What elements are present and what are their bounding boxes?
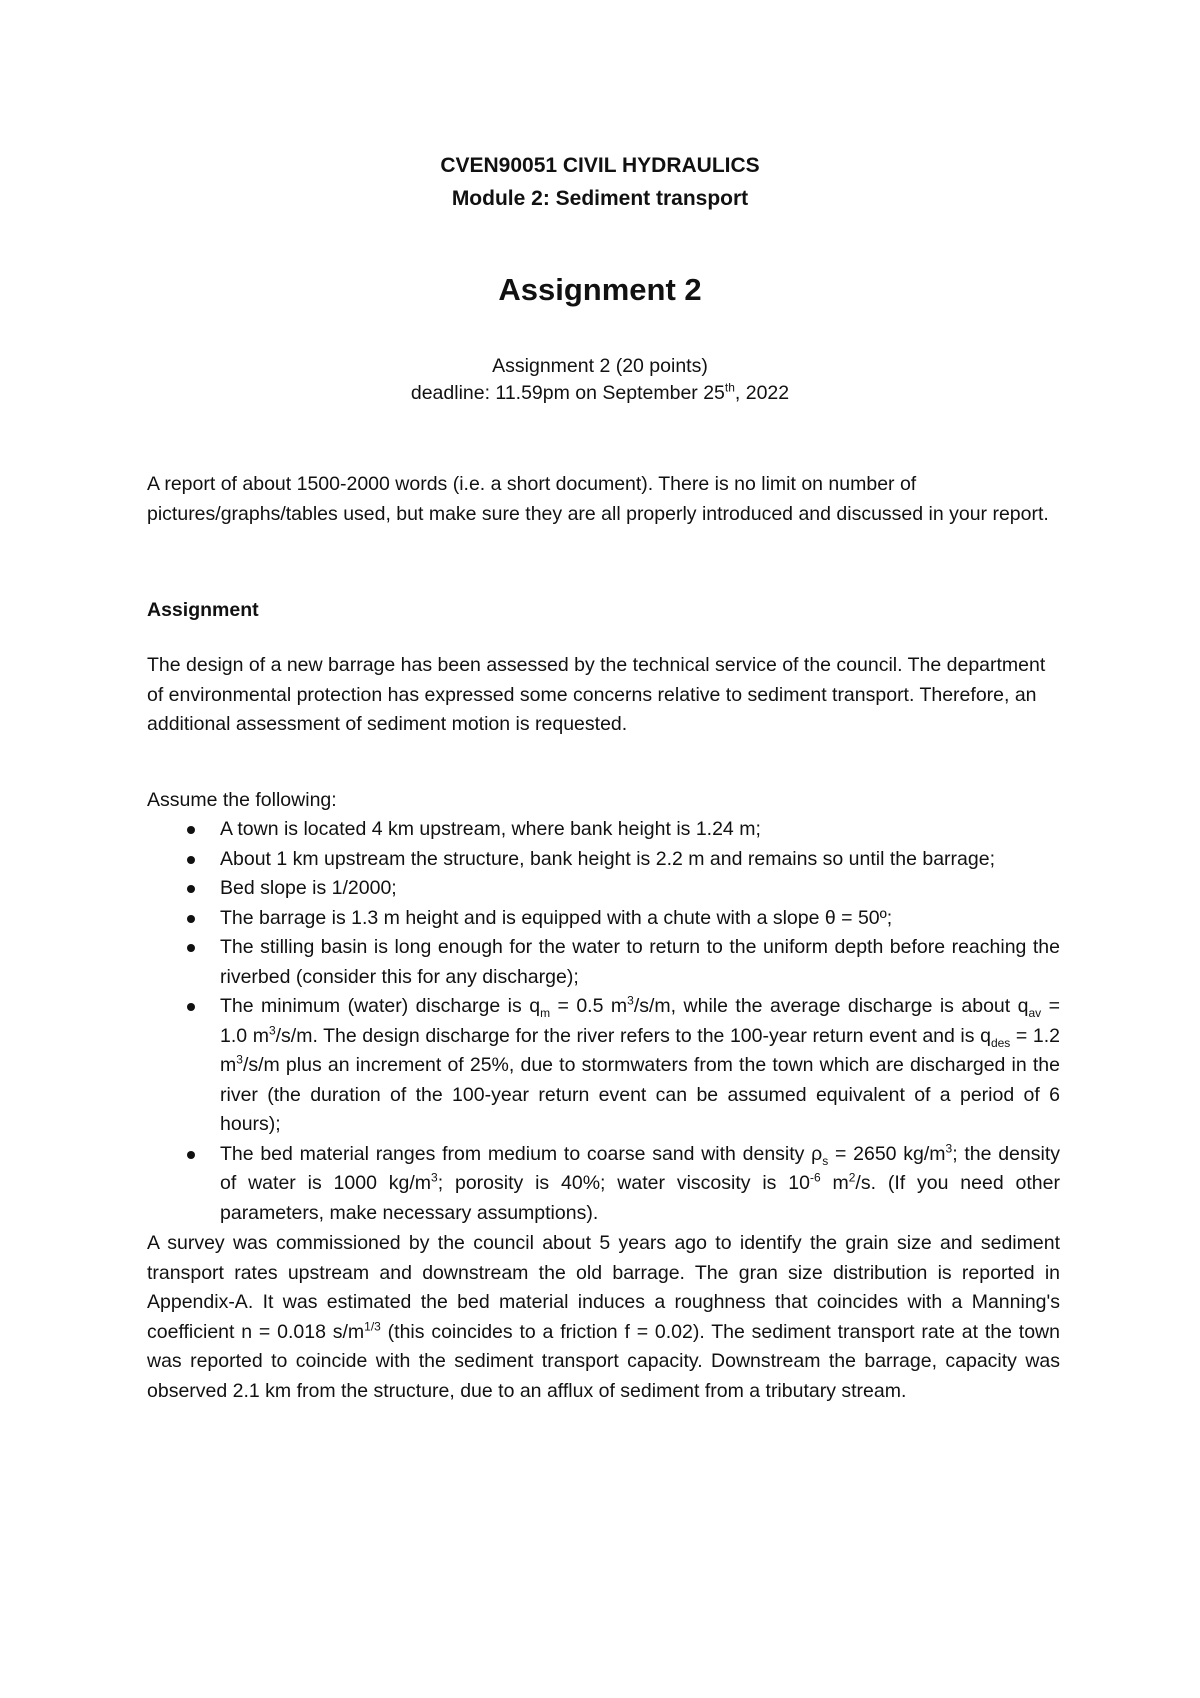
module-title: Module 2: Sediment transport [451,187,749,210]
list-item: The bed material ranges from medium to coarse sand with density $\rho_s = 2650$ $kg/m^3$; the density of water is 1000 $kg/m^3$; porosity is 40%; water viscosity is $10^{-6}$ $m^2/s$. (If you need other parameters, make necessary assumptions). [147,1140,1060,1229]
list-item: About 1 km upstream the structure, bank height is 2.2 m and remains so until the barrage; [147,845,1060,875]
bullet-icon [187,856,195,864]
assumptions-list [147,815,1060,1228]
description-paragraph: The design of a new barrage has been assessed by the technical service of the council. The department of environmental protection has expressed some concerns relative to sediment transport. Therefore, an additional assessment of sediment motion is requested. [147,654,1046,735]
intro-paragraph: A report of about 1500-2000 words (i.e. a short document). There is no limit on number of pictures/graphs/tables used, but make sure they are all properly introduced and discussed in your report. [147,473,1049,525]
bullet-icon [187,944,195,952]
bullet-icon [187,826,195,834]
section-heading: Assignment [147,599,259,621]
bullet-icon [187,1003,195,1011]
assume-label: Assume the following: [147,789,337,811]
assignment-title: Assignment 2 [498,272,702,307]
course-title: CVEN90051 CIVIL HYDRAULICS [440,154,760,177]
list-item: Bed slope is 1/2000; [147,874,1060,904]
assignment-deadline: deadline: 11.59pm on September 25th, 2022 [410,380,790,404]
assignment-points: Assignment 2 (20 points) [492,355,708,377]
survey-paragraph: A survey was commissioned by the council about 5 years ago to identify the grain size and sediment transport rates upstream and downstream the old barrage. The gran size distribution is reported in Appendix-A. It was estimated the bed material induces a roughness that coincides with a Manning's coefficient n = 0.018 $s/m^{1/3}$ (this coincides to a friction f = 0.02). The sediment transport rate at the town was reported to coincide with the sediment transport capacity. Downstream the barrage, capacity was observed 2.1 km from the structure, due to an afflux of sediment from a tributary stream. [147,1232,1060,1402]
bullet-icon [187,885,195,893]
list-item: The barrage is 1.3 m height and is equipped with a chute with a slope θ = 50º; [147,904,1060,934]
bullet-icon [187,1151,195,1159]
list-item: The stilling basin is long enough for the water to return to the uniform depth before reaching the riverbed (consider this for any discharge); [147,933,1060,992]
list-item: The minimum (water) discharge is $q_m = 0.5$ $m^3/s/m$, while the average discharge is about $q_{av} = 1.0$ $m^3/s/m$. The design discharge for the river refers to the 100-year return event and is $q_{des} = 1.2$ $m^3/s/m$ plus an increment of 25%, due to stormwaters from the town which are discharged in the river (the duration of the 100-year return event can be assumed equivalent of a period of 6 hours); [147,992,1060,1140]
list-item: A town is located 4 km upstream, where bank height is 1.24 m; [147,815,1060,845]
bullet-icon [187,915,195,923]
